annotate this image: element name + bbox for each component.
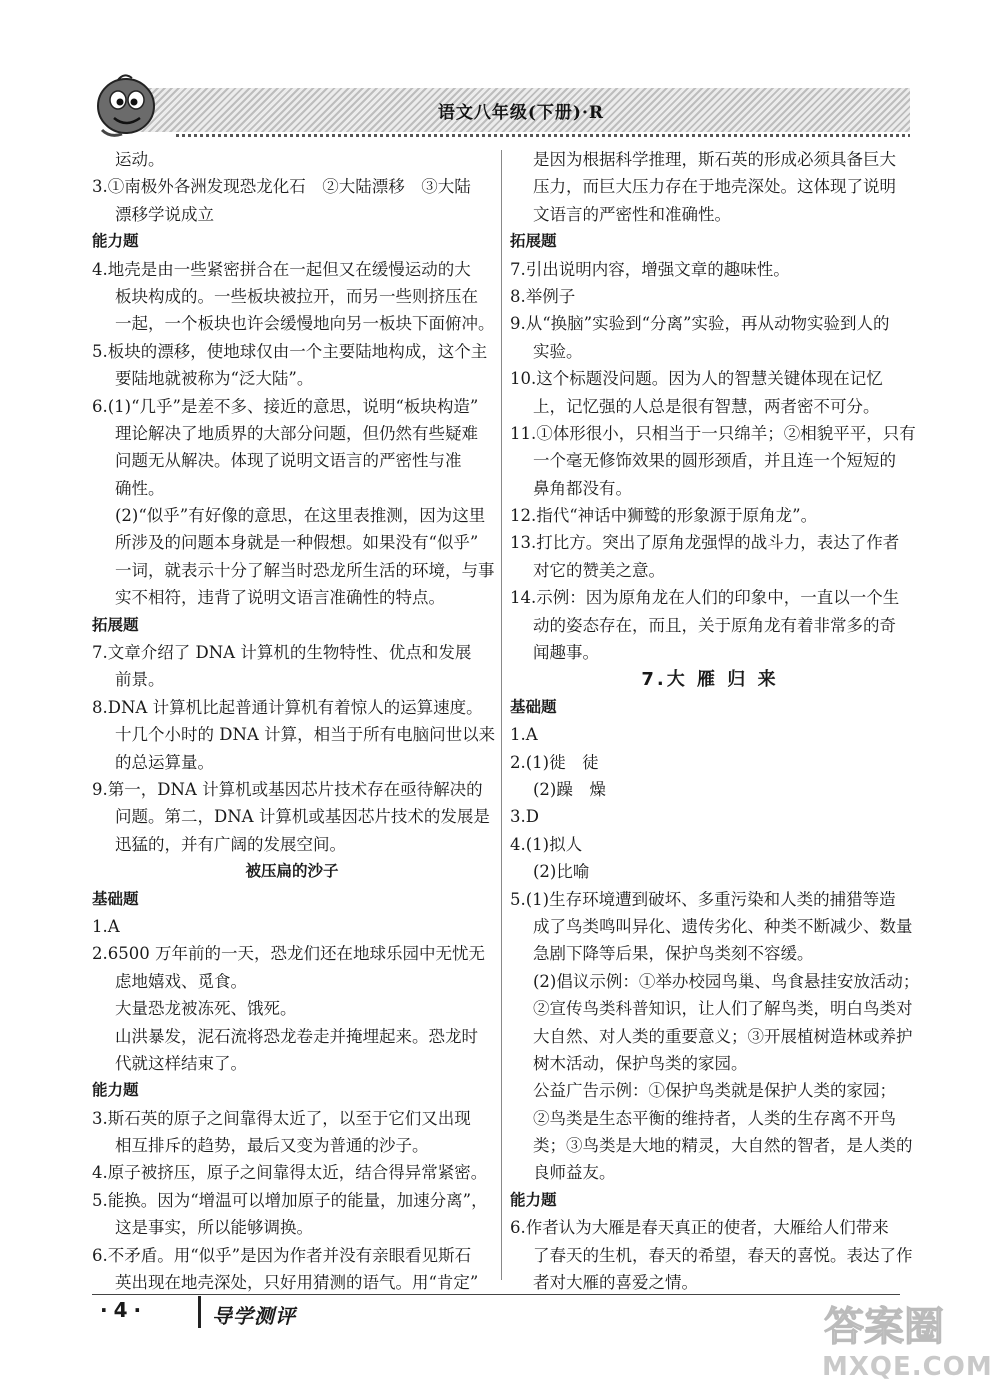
answer-line: 急剧下降等后果，保护鸟类刻不容缓。	[533, 944, 814, 964]
answer-line: 9.从“换脑”实验到“分离”实验，再从动物实验到人的	[510, 314, 890, 334]
answer-line: 6.(1)“几乎”是差不多、接近的意思，说明“板块构造”	[92, 396, 479, 416]
answer-line: 者对大雁的喜爱之情。	[533, 1273, 698, 1293]
answer-line: 7.引出说明内容，增强文章的趣味性。	[510, 259, 790, 279]
answer-line: 上，记忆强的人总是很有智慧，两者密不可分。	[533, 396, 880, 416]
answer-line: 英出现在地壳深处，只好用猜测的语气。用“肯定”	[115, 1273, 479, 1293]
footer-rule	[92, 1294, 900, 1295]
answer-line: 5.能换。因为“增温可以增加原子的能量，加速分离”，	[92, 1190, 488, 1210]
answer-line: 9.第一，DNA 计算机或基因芯片技术存在亟待解决的	[92, 779, 483, 799]
answer-line: 实不相符，违背了说明文语言准确性的特点。	[115, 588, 445, 608]
answer-line: 对它的赞美之意。	[533, 560, 665, 580]
right-column	[510, 146, 920, 1296]
answer-line: 大自然、对人类的重要意义；③开展植树造林或养护	[533, 1026, 913, 1046]
answer-line: 6.作者认为大雁是春天真正的使者，大雁给人们带来	[510, 1218, 889, 1238]
answer-line: 成了鸟类鸣叫异化、遗传劣化、种类不断减少、数量	[533, 916, 913, 936]
section-heading: 基础题	[92, 889, 139, 908]
answer-line: 12.指代“神话中狮鹫的形象源于原角龙”。	[510, 506, 818, 526]
answer-line: 一词，就表示十分了解当时恐龙所生活的环境，与事	[115, 560, 495, 580]
answer-line: ②宣传鸟类科普知识，让人们了解鸟类，明白鸟类对	[533, 999, 913, 1019]
footer-brand: 导学测评	[212, 1304, 296, 1328]
answer-line: 迅猛的，并有广阔的发展空间。	[115, 834, 346, 854]
answer-line: 文语言的严密性和准确性。	[533, 204, 731, 224]
answer-line: 要陆地就被称为“泛大陆”。	[115, 369, 314, 389]
answer-line: 确性。	[115, 478, 165, 498]
answer-line: 2.6500 万年前的一天，恐龙们还在地球乐园中无忧无	[92, 944, 485, 964]
answer-line: 2.(1)徙 徒	[510, 752, 599, 772]
answer-line: 5.板块的漂移，使地球仅由一个主要陆地构成，这个主	[92, 341, 488, 361]
answer-line: 4.地壳是由一些紧密拼合在一起但又在缓慢运动的大	[92, 259, 471, 279]
answer-line: (2)比喻	[533, 862, 590, 882]
section-heading: 基础题	[510, 697, 557, 716]
answer-line: 板块构成的。一些板块被拉开，而另一些则挤压在	[115, 286, 478, 306]
answer-line: 8.DNA 计算机比起普通计算机有着惊人的运算速度。	[92, 697, 483, 717]
section-heading: 能力题	[92, 232, 139, 251]
lesson-title: 被压扁的沙子	[245, 862, 339, 881]
answer-line: (2)躁 燥	[533, 779, 606, 799]
answer-line: 4.原子被挤压，原子之间靠得太近，结合得异常紧密。	[92, 1163, 488, 1183]
answer-line: 运动。	[115, 150, 165, 169]
answer-line: 漂移学说成立	[115, 204, 214, 224]
footer-separator	[198, 1296, 201, 1328]
page-header	[88, 72, 910, 138]
answer-line: 问题无从解决。体现了说明文语言的严密性与准	[115, 451, 462, 471]
answer-line: 1.A	[510, 725, 538, 745]
column-divider	[501, 150, 502, 1280]
section-heading: 拓展题	[510, 232, 557, 251]
answer-line: 类；③鸟类是大地的精灵，大自然的智者，是人类的	[533, 1136, 913, 1156]
answer-line: 所涉及的问题本身就是一种假想。如果没有“似乎”	[115, 533, 479, 553]
answer-line: 8.举例子	[510, 286, 576, 306]
answer-line: 代就这样结束了。	[115, 1053, 247, 1073]
answer-line: 十几个小时的 DNA 计算，相当于所有电脑问世以来	[115, 725, 496, 745]
answer-line: 的总运算量。	[115, 752, 214, 772]
answer-line: 一个毫无修饰效果的圆形颈盾，并且连一个短短的	[533, 451, 896, 471]
svg-text:答案圈: 答案圈	[824, 1304, 944, 1350]
answer-line: 是因为根据科学推理，斯石英的形成必须具备巨大	[533, 150, 896, 169]
watermark-url: MXQE.COM	[822, 1352, 993, 1382]
answer-line: 树木活动，保护鸟类的家园。	[533, 1053, 748, 1073]
answer-line: 虑地嬉戏、觅食。	[115, 971, 247, 991]
answer-line: 问题。第二，DNA 计算机或基因芯片技术的发展是	[115, 807, 490, 827]
answer-line: 5.(1)生存环境遭到破坏、多重污染和人类的捕猎等造	[510, 889, 896, 909]
answer-line: 3.D	[510, 807, 539, 827]
section-heading: 拓展题	[92, 615, 139, 634]
answer-line: 13.打比方。突出了原角龙强悍的战斗力，表达了作者	[510, 533, 900, 553]
left-column	[92, 146, 496, 1296]
answer-line: 4.(1)拟人	[510, 834, 583, 854]
answer-line: (2)“似乎”有好像的意思，在这里表推测，因为这里	[115, 506, 486, 526]
answer-line: 11.①体形很小，只相当于一只绵羊；②相貌平平，只有	[510, 423, 916, 443]
answer-line: 1.A	[92, 916, 120, 936]
answer-line: 7.文章介绍了 DNA 计算机的生物特性、优点和发展	[92, 643, 472, 663]
answer-line: 一起，一个板块也许会缓慢地向另一板块下面俯冲。	[115, 314, 495, 334]
page-number: ·4·	[100, 1298, 148, 1322]
answer-line: 前景。	[115, 670, 165, 690]
answer-line: 公益广告示例：①保护鸟类就是保护人类的家园；	[533, 1081, 896, 1101]
answer-line: 大量恐龙被冻死、饿死。	[115, 999, 297, 1019]
answer-line: 良师益友。	[533, 1163, 616, 1183]
answer-line: 14.示例：因为原角龙在人们的印象中，一直以一个生	[510, 588, 900, 608]
answer-line: 这是事实，所以能够调换。	[115, 1218, 313, 1238]
answer-line: 3.①南极外各洲发现恐龙化石 ②大陆漂移 ③大陆	[92, 177, 471, 197]
answer-line: 3.斯石英的原子之间靠得太近了，以至于它们又出现	[92, 1108, 471, 1128]
watermark-stamp-icon	[820, 1300, 980, 1350]
answer-line: 6.不矛盾。用“似乎”是因为作者并没有亲眼看见斯石	[92, 1245, 472, 1265]
section-heading: 能力题	[510, 1190, 557, 1209]
header-dotted-rule	[176, 134, 910, 137]
header-title: 语文八年级(下册)·R	[437, 103, 604, 123]
answer-line: 山洪暴发，泥石流将恐龙卷走并掩埋起来。恐龙时	[115, 1026, 478, 1046]
answer-line: 闻趣事。	[533, 643, 599, 663]
answer-line: 压力，而巨大压力存在于地壳深处。这体现了说明	[533, 177, 896, 197]
mascot-logo-icon	[88, 72, 168, 142]
answer-line: (2)倡议示例：①举办校园鸟巢、鸟食悬挂安放活动；	[533, 971, 920, 991]
answer-line: 鼻角都没有。	[533, 478, 632, 498]
answer-line: 10.这个标题没问题。因为人的智慧关键体现在记忆	[510, 369, 883, 389]
section-heading: 能力题	[92, 1081, 139, 1100]
answer-line: ②鸟类是生态平衡的维持者，人类的生存离不开鸟	[533, 1108, 896, 1128]
answer-line: 相互排斥的趋势，最后又变为普通的沙子。	[115, 1136, 429, 1156]
answer-line: 实验。	[533, 341, 583, 361]
answer-line: 了春天的生机，春天的希望，春天的喜悦。表达了作	[533, 1245, 913, 1265]
answer-line: 理论解决了地质界的大部分问题，但仍然有些疑难	[115, 423, 478, 443]
lesson-title: 7.大 雁 归 来	[641, 669, 779, 691]
answer-line: 动的姿态存在，而且，关于原角龙有着非常多的奇	[533, 615, 896, 635]
